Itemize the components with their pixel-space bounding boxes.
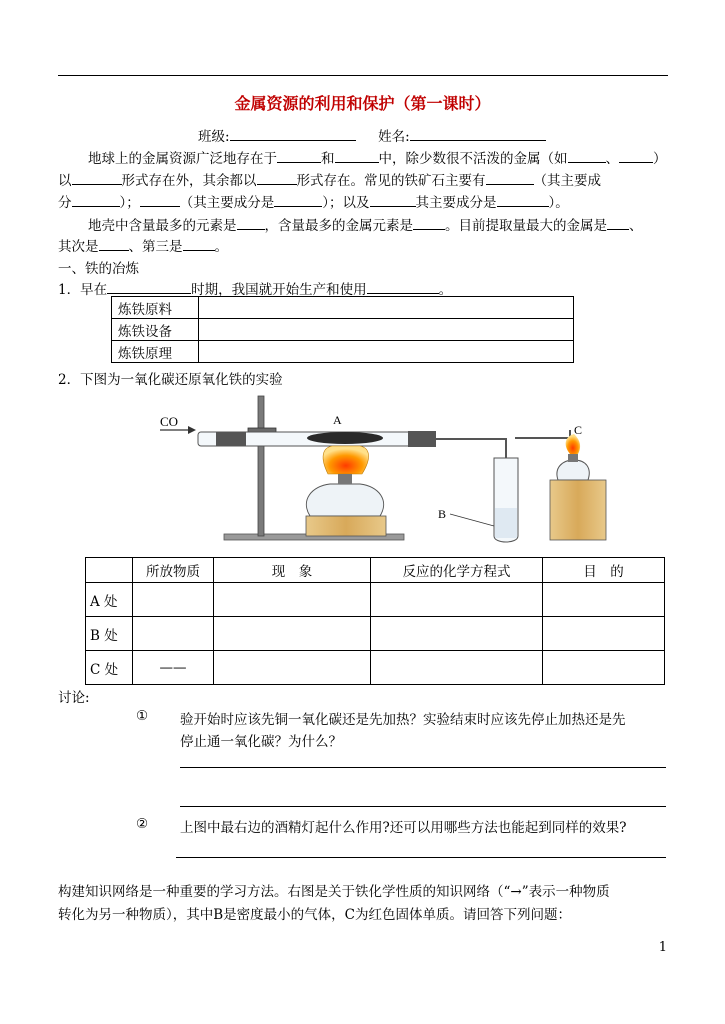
intro-text: ）。 <box>548 195 569 211</box>
question-2: 2．下图为一氧化碳还原氧化铁的实验 <box>58 372 283 388</box>
blank[interactable] <box>486 171 534 185</box>
network-line-2: 转化为另一种物质），其中B是密度最小的气体，C为红色固体单质。请回答下列问题： <box>58 907 571 923</box>
answer-cell[interactable] <box>543 583 665 617</box>
blank[interactable] <box>257 171 297 185</box>
blank[interactable] <box>497 193 549 207</box>
question-1 <box>58 278 452 298</box>
lamp-wick-c <box>568 454 578 462</box>
iron-oxide-sample <box>307 432 383 444</box>
intro-text: 。目前提取量最大的金属是 <box>445 218 607 234</box>
stand-rod <box>258 396 264 536</box>
intro-text: 。 <box>214 239 228 255</box>
answer-cell[interactable] <box>199 319 574 341</box>
discussion-q1-line2: 停止通一氧化碳？为什么？ <box>180 734 342 750</box>
intro-text: 以 <box>58 173 72 189</box>
co-label: CO <box>160 414 179 429</box>
row-label: B 处 <box>86 617 133 651</box>
class-label: 班级: <box>198 129 230 145</box>
intro-line-5 <box>58 235 228 255</box>
label-a: A <box>333 413 342 427</box>
intro-line-2 <box>58 169 601 189</box>
answer-line[interactable] <box>180 767 666 768</box>
outlet-tube <box>516 430 570 439</box>
intro-text: 分 <box>58 195 72 211</box>
intro-text: （其主要成 <box>533 173 601 189</box>
header-cell: 目 的 <box>543 558 665 583</box>
intro-text: 其次是 <box>58 239 99 255</box>
answer-cell[interactable] <box>133 583 214 617</box>
intro-text: 地壳中含量最多的元素是 <box>88 218 237 234</box>
header-fields <box>198 125 546 145</box>
row-label: 炼铁设备 <box>112 319 199 341</box>
alcohol-lamp-a <box>306 484 383 516</box>
header-cell: 所放物质 <box>133 558 214 583</box>
row-label: 炼铁原料 <box>112 297 199 319</box>
row-label: A 处 <box>86 583 133 617</box>
answer-cell[interactable] <box>543 617 665 651</box>
q1-text: 时期，我国就开始生产和使用 <box>191 282 367 298</box>
discussion-q1-line1: 验开始时应该先铜一氧化碳还是先加热？实验结束时应该先停止加热还是先 <box>180 712 626 728</box>
row-label: 炼铁原理 <box>112 341 199 363</box>
intro-text: （其主要成分是 <box>179 195 275 211</box>
q1-text: 1．早在 <box>58 282 108 298</box>
blank[interactable] <box>183 237 215 251</box>
blank[interactable] <box>367 280 439 294</box>
alcohol-lamp-c <box>557 460 589 480</box>
intro-text: 、 <box>605 151 619 167</box>
blank[interactable] <box>335 149 379 163</box>
intro-text: ）； <box>119 195 140 211</box>
blank[interactable] <box>140 193 180 207</box>
answer-cell[interactable] <box>371 617 543 651</box>
answer-line[interactable] <box>176 857 666 858</box>
q1-text: 。 <box>438 282 453 298</box>
answer-cell[interactable] <box>199 297 574 319</box>
answer-cell[interactable] <box>371 651 543 685</box>
blank[interactable] <box>413 216 445 230</box>
experiment-table <box>85 557 665 685</box>
intro-text: ）；以及 <box>322 195 370 211</box>
blank[interactable] <box>568 149 606 163</box>
co-arrow-head <box>188 426 196 434</box>
blank[interactable] <box>107 280 191 294</box>
intro-text: ） <box>653 151 667 167</box>
intro-line-1 <box>88 147 667 167</box>
intro-line-3 <box>58 191 569 211</box>
page-title: 金属资源的利用和保护（第一课时） <box>234 94 491 113</box>
wood-block-c <box>550 480 606 540</box>
network-line-1: 构建知识网络是一种重要的学习方法。右图是关于铁化学性质的知识网络（“→”表示一种物质 <box>58 884 610 900</box>
blank[interactable] <box>237 216 265 230</box>
header-cell: 现 象 <box>214 558 371 583</box>
limewater <box>495 508 517 538</box>
intro-line-4 <box>88 214 643 234</box>
intro-text: 地球上的金属资源广泛地存在于 <box>88 151 277 167</box>
discussion-q1-number: ① <box>136 708 149 724</box>
table-row <box>112 319 574 341</box>
answer-cell[interactable] <box>199 341 574 363</box>
intro-text: 、第三是 <box>128 239 183 255</box>
label-c: C <box>574 423 583 437</box>
blank[interactable] <box>72 193 120 207</box>
answer-cell[interactable] <box>133 617 214 651</box>
right-stopper <box>408 431 436 447</box>
blank[interactable] <box>619 149 653 163</box>
lamp-wick-a <box>338 474 352 484</box>
intro-text: 、 <box>629 218 643 234</box>
left-stopper <box>216 432 246 446</box>
table-row <box>86 617 665 651</box>
answer-cell[interactable] <box>214 617 371 651</box>
blank[interactable] <box>607 216 629 230</box>
answer-cell[interactable] <box>371 583 543 617</box>
blank[interactable] <box>277 149 321 163</box>
discussion-q2-number: ② <box>136 816 149 832</box>
ironmaking-table <box>111 296 574 363</box>
wood-block-a <box>306 516 386 536</box>
discussion-label: 讨论: <box>58 690 90 706</box>
blank[interactable] <box>274 193 322 207</box>
class-blank[interactable] <box>230 127 356 141</box>
discussion-q2-text: 上图中最右边的酒精灯起什么作用?还可以用哪些方法也能起到同样的效果? <box>180 820 627 836</box>
co-reduction-apparatus-diagram <box>150 388 620 550</box>
flame-a <box>323 446 369 474</box>
header-rule <box>58 75 668 76</box>
blank[interactable] <box>72 171 122 185</box>
name-label: 姓名: <box>378 129 410 145</box>
intro-text: 形式存在外，其余都以 <box>121 173 257 189</box>
answer-cell[interactable] <box>214 583 371 617</box>
blank[interactable] <box>370 193 416 207</box>
answer-cell[interactable] <box>214 651 371 685</box>
row-label: C 处 <box>86 651 133 685</box>
table-header-row <box>86 558 665 583</box>
table-row <box>86 583 665 617</box>
intro-text: ，含量最多的金属元素是 <box>264 218 413 234</box>
answer-line[interactable] <box>180 806 666 807</box>
table-row <box>112 297 574 319</box>
intro-text: 形式存在。常见的铁矿石主要有 <box>296 173 486 189</box>
intro-text: 其主要成分是 <box>415 195 497 211</box>
blank[interactable] <box>99 237 129 251</box>
label-b: B <box>438 507 447 521</box>
table-row <box>112 341 574 363</box>
answer-cell[interactable] <box>543 651 665 685</box>
table-row <box>86 651 665 685</box>
intro-text: 中，除少数很不活泼的金属（如 <box>378 151 568 167</box>
answer-cell: —— <box>133 651 214 685</box>
pointer-b <box>450 514 494 526</box>
header-cell <box>86 558 133 583</box>
header-cell: 反应的化学方程式 <box>371 558 543 583</box>
page-number: 1 <box>658 940 667 955</box>
section-heading: 一、铁的冶炼 <box>58 261 139 277</box>
intro-text: 和 <box>321 151 335 167</box>
name-blank[interactable] <box>410 127 546 141</box>
